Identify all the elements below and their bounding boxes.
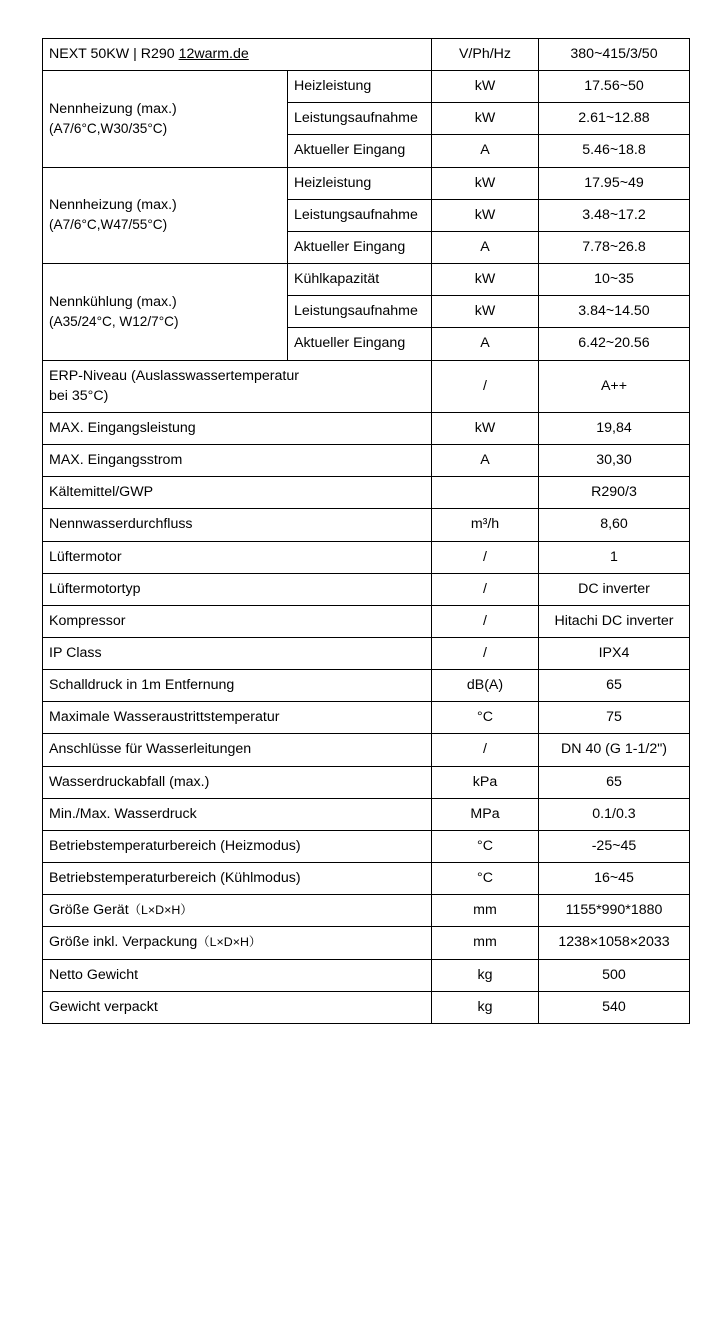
table-row-header (43, 39, 690, 71)
row-unit: / (432, 573, 539, 605)
table-row (43, 670, 690, 702)
table-row (43, 959, 690, 991)
row-label-kompressor: Kompressor (43, 605, 432, 637)
row-unit: A (432, 445, 539, 477)
row-unit: / (432, 541, 539, 573)
row-unit: / (432, 360, 539, 412)
specifications-table (42, 38, 690, 1024)
row-label-max-eingangsstrom: MAX. Eingangsstrom (43, 445, 432, 477)
row-value: 500 (539, 959, 690, 991)
group-label-main: Nennheizung (max.) (49, 197, 177, 214)
row-sublabel: Aktueller Eingang (288, 135, 432, 167)
table-row (43, 637, 690, 669)
row-sublabel: Heizleistung (288, 71, 432, 103)
row-unit: mm (432, 895, 539, 927)
row-value: 1155*990*1880 (539, 895, 690, 927)
table-row (43, 830, 690, 862)
row-label-min-max-wasserdruck: Min./Max. Wasserdruck (43, 798, 432, 830)
group-label-condition: (A7/6°C,W30/35°C) (49, 120, 168, 136)
table-row (43, 445, 690, 477)
group-label-condition: (A7/6°C,W47/55°C) (49, 217, 168, 233)
table-row (43, 71, 690, 103)
row-unit: m³/h (432, 509, 539, 541)
row-value: IPX4 (539, 637, 690, 669)
row-unit: / (432, 734, 539, 766)
row-label-lueftermotortyp: Lüftermotortyp (43, 573, 432, 605)
row-label-line1: ERP-Niveau (Auslasswassertemperatur (49, 367, 299, 384)
row-value: 540 (539, 991, 690, 1023)
row-value: 16~45 (539, 863, 690, 895)
group-label-condition: (A35/24°C, W12/7°C) (49, 313, 179, 329)
row-unit: A (432, 135, 539, 167)
row-unit: kW (432, 264, 539, 296)
row-label-erp-niveau (43, 360, 432, 412)
row-label-dimension-suffix: （L×D×H） (128, 903, 193, 918)
row-value: 10~35 (539, 264, 690, 296)
row-label-line2: bei 35°C) (49, 387, 109, 404)
row-label-betrieb-heizmodus: Betriebstemperaturbereich (Heizmodus) (43, 830, 432, 862)
row-unit: °C (432, 863, 539, 895)
table-row (43, 991, 690, 1023)
row-label-max-wasseraustritt: Maximale Wasseraustrittstemperatur (43, 702, 432, 734)
row-label-lueftermotor: Lüftermotor (43, 541, 432, 573)
row-unit: MPa (432, 798, 539, 830)
row-sublabel: Aktueller Eingang (288, 328, 432, 360)
row-label-nennwasserdurchfluss: Nennwasserdurchfluss (43, 509, 432, 541)
row-value: 2.61~12.88 (539, 103, 690, 135)
row-unit: °C (432, 830, 539, 862)
row-unit: kg (432, 991, 539, 1023)
row-unit: dB(A) (432, 670, 539, 702)
row-sublabel: Leistungsaufnahme (288, 103, 432, 135)
row-value: -25~45 (539, 830, 690, 862)
row-value: 3.48~17.2 (539, 199, 690, 231)
website-link[interactable]: 12warm.de (178, 46, 249, 62)
table-row (43, 702, 690, 734)
row-value: R290/3 (539, 477, 690, 509)
table-row (43, 734, 690, 766)
row-value: 5.46~18.8 (539, 135, 690, 167)
row-unit (432, 477, 539, 509)
row-unit: A (432, 231, 539, 263)
row-sublabel: Leistungsaufnahme (288, 199, 432, 231)
table-row (43, 477, 690, 509)
row-value: 3.84~14.50 (539, 296, 690, 328)
row-unit: / (432, 637, 539, 669)
row-value: 0.1/0.3 (539, 798, 690, 830)
row-unit: kg (432, 959, 539, 991)
row-unit: mm (432, 927, 539, 959)
row-label-ip-class: IP Class (43, 637, 432, 669)
table-body (43, 39, 690, 1024)
header-value: 380~415/3/50 (539, 39, 690, 71)
row-value: 17.56~50 (539, 71, 690, 103)
table-row (43, 605, 690, 637)
table-row (43, 412, 690, 444)
row-value: 6.42~20.56 (539, 328, 690, 360)
row-unit: kW (432, 412, 539, 444)
table-row (43, 927, 690, 959)
table-row (43, 541, 690, 573)
table-row (43, 895, 690, 927)
row-value: 1 (539, 541, 690, 573)
row-label-schalldruck: Schalldruck in 1m Entfernung (43, 670, 432, 702)
table-row (43, 264, 690, 296)
row-value: 17.95~49 (539, 167, 690, 199)
row-label-text: Größe Gerät (49, 902, 129, 919)
row-value: DN 40 (G 1-1/2") (539, 734, 690, 766)
row-value: 30,30 (539, 445, 690, 477)
row-unit: kW (432, 167, 539, 199)
row-sublabel: Heizleistung (288, 167, 432, 199)
row-label-wasserdruckabfall: Wasserdruckabfall (max.) (43, 766, 432, 798)
row-unit: kW (432, 71, 539, 103)
row-unit: kW (432, 296, 539, 328)
row-label-groesse-geraet (43, 895, 432, 927)
row-sublabel: Leistungsaufnahme (288, 296, 432, 328)
row-unit: kW (432, 103, 539, 135)
table-row (43, 863, 690, 895)
row-value: 75 (539, 702, 690, 734)
row-value: 1238×1058×2033 (539, 927, 690, 959)
header-unit: V/Ph/Hz (432, 39, 539, 71)
row-sublabel: Aktueller Eingang (288, 231, 432, 263)
row-value: 7.78~26.8 (539, 231, 690, 263)
row-value: 65 (539, 766, 690, 798)
row-label-betrieb-kuehlmodus: Betriebstemperaturbereich (Kühlmodus) (43, 863, 432, 895)
row-value: 8,60 (539, 509, 690, 541)
table-row (43, 573, 690, 605)
row-label-netto-gewicht: Netto Gewicht (43, 959, 432, 991)
group-label-nennkuehlung (43, 264, 288, 360)
row-label-text: Größe inkl. Verpackung (49, 934, 198, 951)
group-label-nennheizung-w47-55 (43, 167, 288, 263)
row-unit: kPa (432, 766, 539, 798)
row-unit: A (432, 328, 539, 360)
table-row (43, 360, 690, 412)
table-row (43, 766, 690, 798)
group-label-main: Nennkühlung (max.) (49, 293, 177, 310)
row-value: Hitachi DC inverter (539, 605, 690, 637)
product-title: NEXT 50KW | R290 (49, 46, 179, 62)
row-value: A++ (539, 360, 690, 412)
row-sublabel: Kühlkapazität (288, 264, 432, 296)
row-unit: °C (432, 702, 539, 734)
table-row (43, 509, 690, 541)
row-value: 65 (539, 670, 690, 702)
row-label-max-eingangsleistung: MAX. Eingangsleistung (43, 412, 432, 444)
product-title-cell (43, 39, 432, 71)
row-label-anschluesse: Anschlüsse für Wasserleitungen (43, 734, 432, 766)
row-value: DC inverter (539, 573, 690, 605)
group-label-main: Nennheizung (max.) (49, 100, 177, 117)
row-value: 19,84 (539, 412, 690, 444)
group-label-nennheizung-w30-35 (43, 71, 288, 167)
row-label-dimension-suffix: （L×D×H） (197, 935, 262, 950)
table-row (43, 167, 690, 199)
row-unit: kW (432, 199, 539, 231)
row-unit: / (432, 605, 539, 637)
row-label-kaeltemittel-gwp: Kältemittel/GWP (43, 477, 432, 509)
row-label-gewicht-verpackt: Gewicht verpackt (43, 991, 432, 1023)
table-row (43, 798, 690, 830)
row-label-groesse-verpackung (43, 927, 432, 959)
